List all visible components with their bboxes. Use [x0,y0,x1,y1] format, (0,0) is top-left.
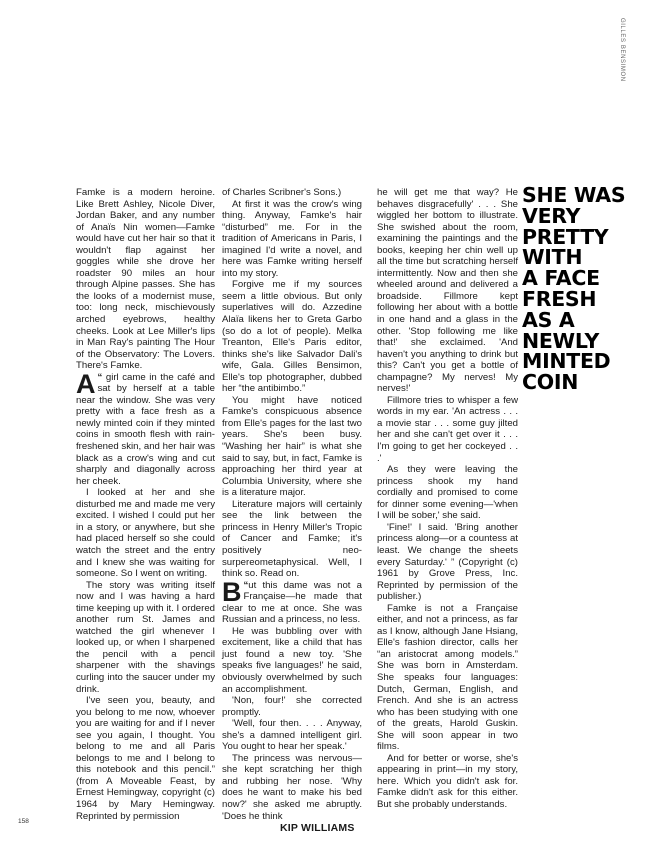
paragraph: At first it was the crow's wing thing. Anyway, Famke's hair “disturbed” me. For in the tradition of Americans in Paris, I imagined I'd write a novel, and here was Famke writing herself into my story. [222,198,362,279]
paragraph: He was bubbling over with excitement, like a child that has just found a new toy. 'She speaks five languages!' he said, obviously overwhelmed by such an accomplishment. [222,625,362,695]
page-number: 158 [18,818,29,825]
paragraph: Literature majors will certainly see the link between the princess in Henry Miller's Tropic of Cancer and Famke; it's positively neo-surpereometaphysical. Well, I think so. Read on. [222,498,362,580]
paragraph: Famke is not a Française either, and not a princess, as far as I know, although Jane Hsiang, Elle's fashion director, calls her “an aristocrat among models.” She was born in Amsterdam. She speaks four languages: Dutch, German, English, and French. And she is an actress who has been studying with one of the greats, Harold Guskin. She will soon appear in two films. [377,602,518,753]
pull-quote-line: FRESH [522,286,597,311]
drop-cap: B [222,576,242,607]
paragraph: of Charles Scribner's Sons.) [222,187,342,198]
paragraph: he will get me that way? He behaves disgracefully' . . . She wiggled her bottom to illustrate. She swished about the room, examining the paintings and the books, keeping her chin well up all the time but scratching herself intermittently. Now and then she wheeled around and delivered a broadside. Fillmore kept following her about with a bottle in one hand and a glass in the other. 'Stop following me like that!' she exclaimed. 'And haven't you anything to drink but this? Can't you get a bottle of champagne? My nerves! My nerves!' [377,187,518,395]
pull-quote-line: PRETTY [522,224,609,249]
excerpt-paragraph [76,368,215,487]
paragraph: I looked at her and she disturbed me and made me very excited. I wished I could put her in a story, or anywhere, but she had placed herself so she could watch the street and the entry and I knew she was waiting for someone. So I went on writing. [76,487,215,580]
paragraph-text: girl came in the café and sat by herself at a table near the window. She was very pretty with a face fresh as a newly minted coin if they minted coins in smooth flesh with rain-freshened skin, and her hair was black as a crow's wing and cut sharply and diagonally across her cheek. [76,371,215,487]
drop-cap: A [76,368,96,399]
paragraph: 'Well, four then. . . . Anyway, she's a damned intelligent girl. You ought to hear her speak.' [222,718,362,753]
paragraph: I've seen you, beauty, and you belong to me now, whoever you are waiting for and if I never see you again, I thought. You belong to me and all Paris belongs to me and I belong to this notebook and this pencil.” (from A Moveable Feast, by Ernest Hemingway, copyright (c) 1964 by Mary Hemingway. Reprinted by permission [76,695,215,822]
paragraph: You might have noticed Famke's conspicuous absence from Elle's pages for the last two years. She's been busy. “Washing her hair” is what she said to say, but, in fact, Famke is approaching her third year at Columbia University, where she is a literature major. [222,394,362,499]
paragraph: As they were leaving the princess shook my hand cordially and promised to come for dinner some evening—'when I will be sober,' she said. [377,464,518,522]
paragraph-text: ut this dame was not a Française—he made that clear to me at once. She was Russian and a princess, no less. [222,579,362,626]
pull-quote-line: A FACE [522,266,600,291]
excerpt-paragraph [222,576,362,626]
open-quote: “ [243,579,249,591]
paragraph: Famke is a modern heroine. Like Brett Ashley, Nicole Diver, Jordan Baker, and any number of Anaïs Nin women—Famke would have cut her hair so that it wouldn't flap against her goggles while she drove her roadster 90 miles an hour through Alpine passes. She has the looks of a modernist muse, too: long neck, mischievously arched eyebrows, healthy cheeks. Look at Lee Miller's lips in Man Ray's painting The Hour of the Observatory: The Lovers. There's Famke. [76,187,215,372]
paragraph: The princess was nervous—she kept scratching her thigh and rubbing her nose. 'Why does he want to make his bed now?' she asked me abruptly. 'Does he think [222,752,362,822]
pull-quote [522,185,642,393]
paragraph: 'Fine!' I said. 'Bring another princess along—or a countess at least. We change the sheets every Saturday.' ” (Copyright (c) 1961 by Grove Press, Inc. Reprinted by permission of the publisher.) [377,521,518,603]
pull-quote-line: AS A [522,307,575,332]
paragraph: The story was writing itself now and I was having a hard time keeping up with it. I ordered another rum St. James and watched the girl whenever I looked up, or when I sharpened the pencil with a pencil sharpener with the shavings curling into the saucer under my drink. [76,579,215,695]
paragraph: Fillmore tries to whisper a few words in my ear. 'An actress . . . a movie star . . . some guy jilted her and she can't get over it . . . I'm going to get her cockeyed . . .' [377,394,518,464]
pull-quote-line: COIN [522,370,579,395]
paragraph: And for better or worse, she's appearing in print—in my story, here. Which you didn't ask for. Famke didn't ask for this either. But she probably understands. [377,752,518,810]
pull-quote-line: SHE WAS [522,183,626,207]
paragraph: Forgive me if my sources seem a little obvious. But only superlatives will do. Azzedine Alaïa likens her to Greta Garbo (so do a lot of people). Melka Treanton, Elle's Paris editor, thinks she's like Salvador Dali's wife, Gala. Gilles Bensimon, Elle's top photographer, dubbed her “the antibimbo.” [222,279,362,395]
text-column-3 [377,187,518,811]
pull-quote-line: WITH [522,245,583,270]
pull-quote-line: NEWLY [522,328,599,353]
text-column-1 [76,187,215,822]
paragraph: 'Non, four!' she corrected promptly. [222,695,362,718]
byline: KIP WILLIAMS [280,822,355,834]
pull-quote-line: MINTED [522,349,611,374]
photo-credit: GILLES BENSIMON [619,18,625,82]
open-quote: “ [97,371,103,383]
text-column-2 [222,187,362,822]
pull-quote-line: VERY [522,203,581,228]
